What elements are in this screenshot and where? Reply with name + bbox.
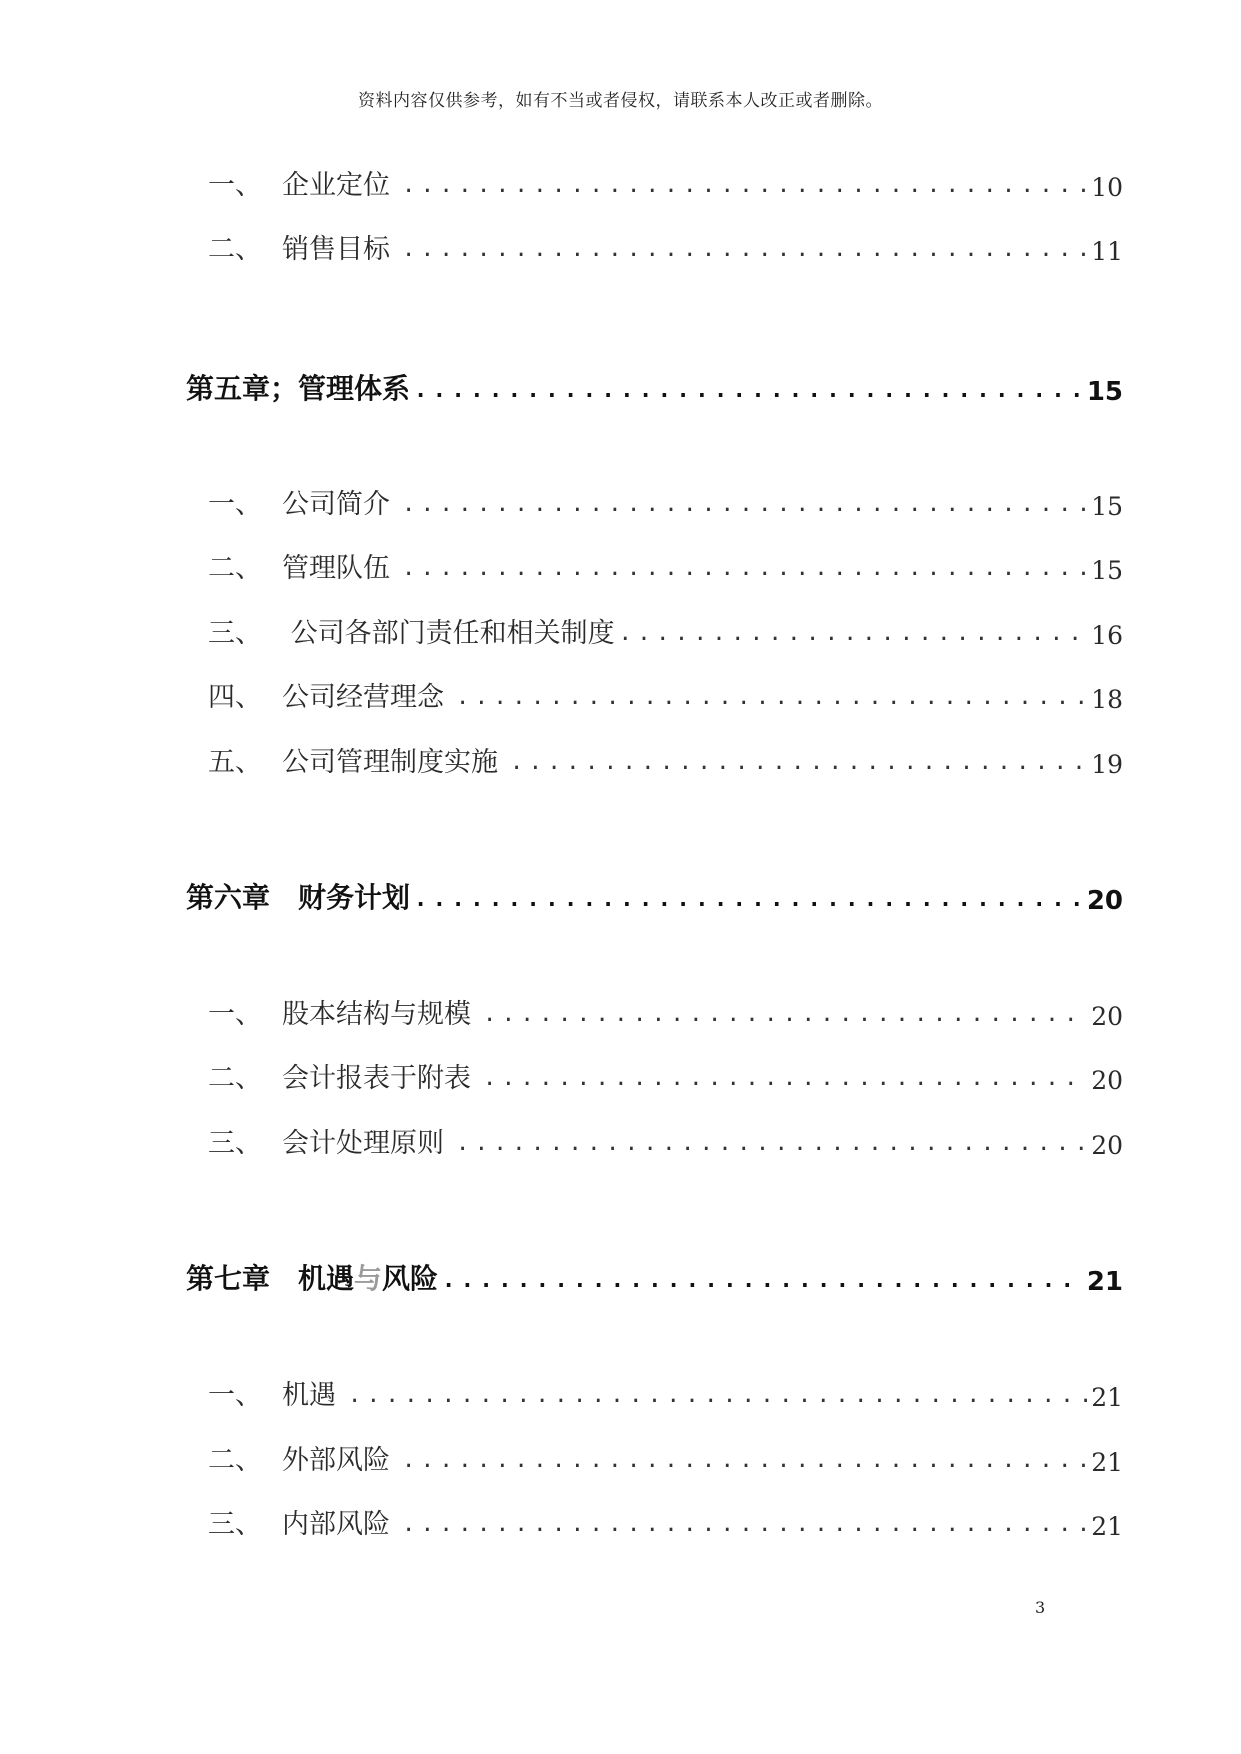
toc-chapter-title xyxy=(186,1257,438,1297)
toc-entry[interactable] xyxy=(208,545,1123,585)
toc-entry-page: 10 xyxy=(1091,173,1123,202)
toc-entry[interactable] xyxy=(208,1437,1123,1477)
dot-leader xyxy=(456,1133,1087,1155)
dot-leader xyxy=(402,494,1087,516)
dot-leader xyxy=(348,1385,1087,1407)
toc-entry-number: 四、 xyxy=(208,682,262,713)
toc-entry-number: 三、 xyxy=(208,1509,262,1540)
toc-entry[interactable] xyxy=(208,1055,1123,1095)
toc-entry[interactable] xyxy=(208,674,1123,714)
dot-leader xyxy=(402,175,1087,197)
toc-entry-page: 20 xyxy=(1091,1066,1123,1095)
toc-entry[interactable] xyxy=(208,1120,1123,1160)
toc-entry-label: 管理队伍 xyxy=(282,553,390,584)
toc-chapter-page: 20 xyxy=(1086,886,1123,916)
toc-entry-label: 会计处理原则 xyxy=(282,1128,444,1159)
toc-entry-page: 20 xyxy=(1091,1002,1123,1031)
toc-chapter[interactable] xyxy=(186,876,1123,916)
toc-entry-label: 公司管理制度实施 xyxy=(282,747,498,778)
toc-entry-number: 一、 xyxy=(208,999,262,1030)
toc-entry[interactable] xyxy=(208,991,1123,1031)
toc-entry-page: 11 xyxy=(1091,237,1123,266)
dot-leader xyxy=(483,1068,1087,1090)
toc-entry-label: 销售目标 xyxy=(282,234,390,265)
toc-entry[interactable] xyxy=(208,1501,1123,1541)
toc-entry[interactable] xyxy=(208,481,1123,521)
toc-entry-number: 一、 xyxy=(208,1380,262,1411)
toc-chapter-page: 15 xyxy=(1086,377,1123,407)
dot-leader xyxy=(442,1270,1083,1292)
toc-entry-label: 公司各部门责任和相关制度 xyxy=(282,618,615,649)
dot-leader xyxy=(402,1514,1087,1536)
toc-entry-page: 19 xyxy=(1091,750,1123,779)
toc-chapter-title: 第五章；管理体系 xyxy=(186,372,411,405)
toc-entry-number: 一、 xyxy=(208,489,262,520)
toc-entry-number: 三、 xyxy=(208,1128,262,1159)
dot-leader xyxy=(402,239,1087,261)
toc-entry-label: 企业定位 xyxy=(282,170,390,201)
toc-entry-number: 二、 xyxy=(208,1063,262,1094)
toc-entry-page: 16 xyxy=(1091,621,1123,650)
toc-entry-page: 21 xyxy=(1091,1512,1123,1541)
toc-entry-label: 机遇 xyxy=(282,1380,336,1411)
toc-entry-number: 二、 xyxy=(208,553,262,584)
toc-entry[interactable] xyxy=(208,162,1123,202)
dot-leader xyxy=(414,380,1083,402)
toc-entry-number: 一、 xyxy=(208,170,262,201)
toc-entry-page: 15 xyxy=(1091,492,1123,521)
toc-entry-page: 18 xyxy=(1091,685,1123,714)
toc-entry-number: 二、 xyxy=(208,1445,262,1476)
toc-entry-page: 21 xyxy=(1091,1448,1123,1477)
toc-entry[interactable] xyxy=(208,1372,1123,1412)
toc-chapter-page: 21 xyxy=(1086,1267,1123,1297)
toc-entry-label: 会计报表于附表 xyxy=(282,1063,471,1094)
dot-leader xyxy=(619,623,1088,645)
toc-entry-label: 公司经营理念 xyxy=(282,682,444,713)
toc-entry[interactable] xyxy=(208,610,1123,650)
page-number: 3 xyxy=(1035,1598,1046,1617)
toc-entry-page: 15 xyxy=(1091,556,1123,585)
dot-leader xyxy=(402,1450,1087,1472)
toc-chapter[interactable] xyxy=(186,1257,1123,1297)
chapter-title-part: 第七章 机遇 xyxy=(186,1262,355,1295)
toc-chapter-title: 第六章 财务计划 xyxy=(186,881,411,914)
toc-entry-page: 21 xyxy=(1091,1383,1123,1412)
chapter-title-part-gray: 与 xyxy=(354,1262,383,1295)
toc-entry[interactable] xyxy=(208,226,1123,266)
toc-entry-label: 内部风险 xyxy=(282,1509,390,1540)
dot-leader xyxy=(510,752,1087,774)
dot-leader xyxy=(483,1004,1087,1026)
toc-entry[interactable] xyxy=(208,739,1123,779)
toc-entry-label: 公司简介 xyxy=(282,489,390,520)
toc-entry-label: 股本结构与规模 xyxy=(282,999,471,1030)
toc-entry-label: 外部风险 xyxy=(282,1445,390,1476)
dot-leader xyxy=(456,687,1087,709)
toc-entry-number: 五、 xyxy=(208,747,262,778)
toc-entry-page: 20 xyxy=(1091,1131,1123,1160)
dot-leader xyxy=(402,558,1087,580)
toc-entry-number: 三、 xyxy=(208,618,262,649)
disclaimer-text: 资料内容仅供参考，如有不当或者侵权，请联系本人改正或者删除。 xyxy=(358,91,883,111)
dot-leader xyxy=(414,889,1083,911)
toc-chapter[interactable] xyxy=(186,367,1123,407)
chapter-title-part: 风险 xyxy=(382,1262,439,1295)
toc-entry-number: 二、 xyxy=(208,234,262,265)
